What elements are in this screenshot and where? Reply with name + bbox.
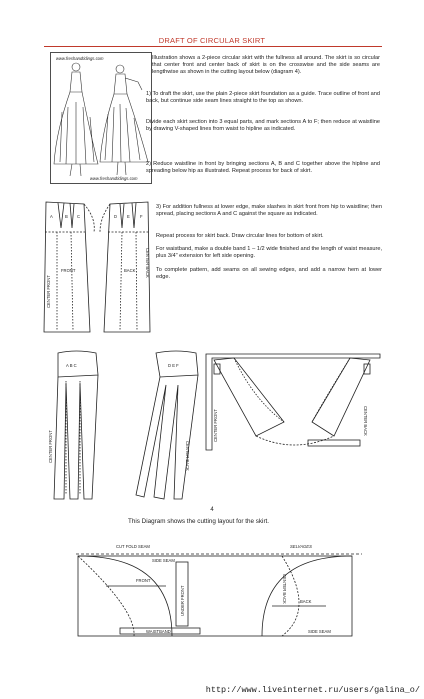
paragraph-7: For waistband, make a double band 1 – 1/2 wide finished and the length of waist measure, plus 3/4" extension for left side opening. bbox=[156, 246, 382, 260]
d1-section-e: E bbox=[127, 214, 130, 219]
skirt-illustration bbox=[50, 52, 152, 184]
paragraph-3: Divide each skirt section into 3 equal parts, and mark sections A to F; then reduce at waistline by drawing V-shaped lines from waist to hipline as indicated. bbox=[146, 119, 380, 133]
d2-center-back: CENTER BACK bbox=[185, 441, 190, 471]
d1-back: BACK bbox=[124, 268, 136, 273]
layout-side-seam-top: SIDE SEAM bbox=[152, 558, 175, 563]
d1-section-a: A bbox=[50, 214, 53, 219]
page-title: DRAFT OF CIRCULAR SKIRT bbox=[158, 36, 266, 45]
layout-waistband: WAISTBAND bbox=[146, 629, 171, 634]
paragraph-4: 2) Reduce waistline in front by bringing sections A, B and C together above the hipline and spreading below hip as illustrated. Repeat process for back of skirt. bbox=[146, 161, 380, 175]
d2-center-front: CENTER FRONT bbox=[48, 430, 53, 463]
layout-cut-fold-left: CUT FOLD SEAM bbox=[116, 544, 150, 549]
d1-section-b: B bbox=[65, 214, 68, 219]
d1-section-f: F bbox=[140, 214, 143, 219]
paragraph-8: To complete pattern, add seams on all sewing edges, and add a narrow hem at lower edge. bbox=[156, 267, 382, 281]
diagram-spread-panels bbox=[40, 345, 210, 505]
d3-center-front: CENTER FRONT bbox=[213, 409, 218, 442]
diagram-circular-draft bbox=[204, 350, 382, 455]
d1-section-d: D bbox=[114, 214, 118, 219]
illustration-watermark-bottom: www.freshandtidings.com bbox=[90, 176, 138, 181]
d2-sections-front: A B C bbox=[66, 363, 77, 368]
paragraph-6: Repeat process for skirt back. Draw circular lines for bottom of skirt. bbox=[156, 233, 324, 239]
layout-under-front: UNDER FRONT bbox=[180, 585, 185, 616]
diagram-cutting-layout bbox=[76, 540, 362, 644]
layout-center-back: CENTER BACK bbox=[282, 574, 287, 604]
d1-center-front: CENTER FRONT bbox=[46, 275, 51, 308]
diagram-skirt-foundation bbox=[40, 198, 156, 338]
paragraph-2: 1) To draft the skirt, use the plain 2-piece skirt foundation as a guide. Trace outline of front and back, but continue side seam lines straight to the top as shown. bbox=[146, 91, 380, 105]
source-url[interactable]: http://www.liveinternet.ru/users/galina_o/ bbox=[205, 685, 420, 695]
paragraph-1: Illustration shows a 2-piece circular skirt with the fullness all around. The skirt is so circular that center front and center back of skirt is on the crosswise and the side seams are lengthwise as shown in the cutting layout below (diagram 4). bbox=[152, 55, 380, 76]
layout-caption: This Diagram shows the cutting layout for the skirt. bbox=[128, 518, 270, 525]
d2-sections-back: D E F bbox=[168, 363, 179, 368]
d3-center-back: CENTER BACK bbox=[363, 406, 368, 436]
layout-back: BACK bbox=[300, 599, 312, 604]
layout-front: FRONT bbox=[136, 578, 151, 583]
d1-center-back: CENTER BACK bbox=[145, 248, 150, 278]
layout-side-seam-bottom: SIDE SEAM bbox=[308, 629, 331, 634]
d1-front: FRONT bbox=[61, 268, 76, 273]
page-number: 4 bbox=[210, 507, 214, 513]
d1-section-c: C bbox=[77, 214, 81, 219]
layout-cut-fold-right: SELVAGES bbox=[290, 544, 312, 549]
title-rule bbox=[44, 46, 382, 47]
paragraph-5: 3) For addition fullness at lower edge, make slashes in skirt front from hip to waistline; then spread, placing sections A and C against the square as indicated. bbox=[156, 204, 382, 218]
illustration-watermark-top: www.freshandtidings.com bbox=[56, 56, 104, 61]
